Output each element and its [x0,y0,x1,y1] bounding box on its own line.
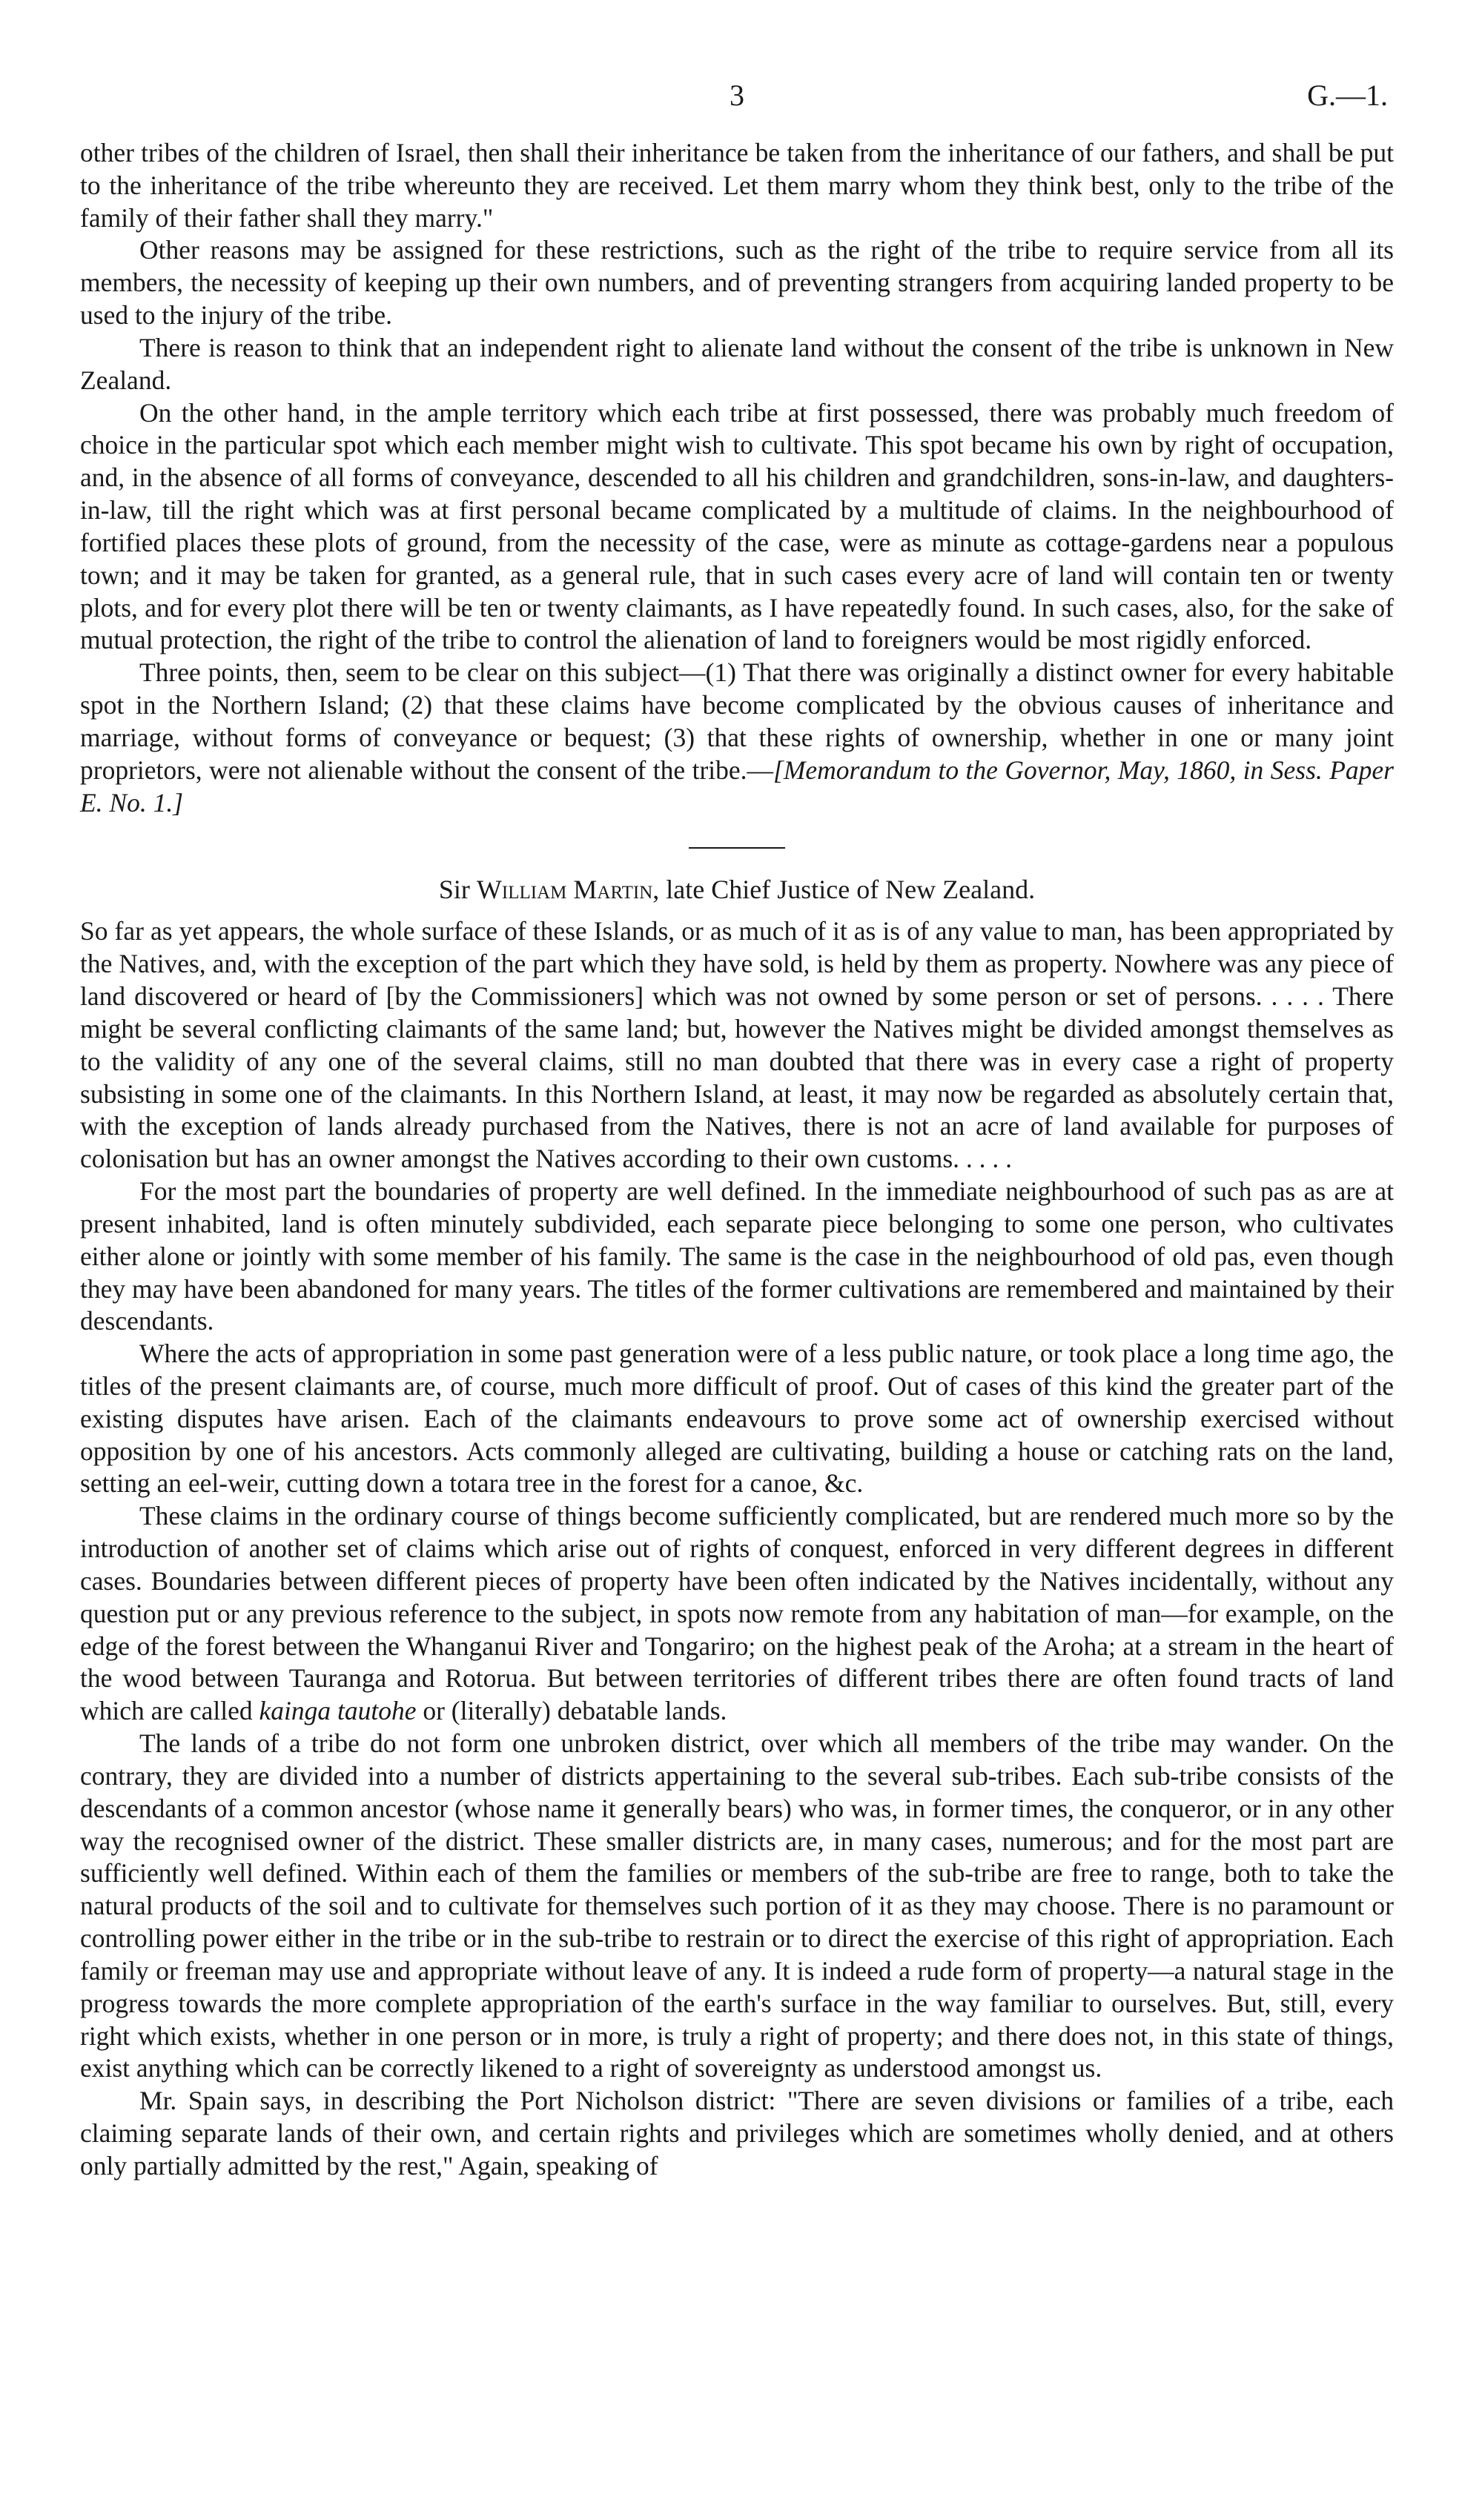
paragraph: So far as yet appears, the whole surface of these Islands, or as much of it as is of any value to man, has been appropriated by the Natives, and, with the exception of the part which they have sold, is held by them as property. Nowhere was any piece of land discovered or heard of [by the Commissioners] which was not owned by some person or set of persons. . . . . There might be several conflicting claimants of the same land; but, however the Natives might be divided amongst themselves as to the validity of any one of the several claims, still no man doubted that there was in every case a right of property subsisting in some one of the claimants. In this Northern Island, at least, it may now be regarded as absolutely certain that, with the exception of lands already purchased from the Natives, there is not an acre of land available for purposes of colonisation but has an owner amongst the Natives according to their own customs. . . . . [80,916,1394,1174]
paragraph-kainga-tautohe [80,1500,1394,1728]
page-header [80,78,1394,137]
memorandum-citation: [Memorandum to the Governor, May, 1860, in Sess. Paper E. No. 1.] [80,755,1394,818]
page-number: 3 [730,79,744,112]
maori-term: kainga tautohe [259,1696,417,1726]
heading-suffix: , late Chief Justice of New Zealand. [652,875,1036,905]
series-reference: G.—1. [1307,79,1388,112]
paragraph: The lands of a tribe do not form one unbroken district, over which all members of the tribe may wander. On the contrary, they are divided into a number of districts appertaining to the several sub-tribes. Each sub-tribe consists of the descendants of a common ancestor (whose name it generally bears) who was, in former times, the conqueror, or in any other way the recognised owner of the district. These smaller districts are, in many cases, numerous; and for the most part are sufficiently well defined. Within each of them the families or members of the sub-tribe are free to range, both to take the natural products of the soil and to cultivate for themselves such portion of it as they may choose. There is no paramount or controlling power either in the tribe or in the sub-tribe to restrain or to direct the exercise of this right of appropriation. Each family or freeman may use and appropriate without leave of any. It is indeed a rude form of property—a natural stage in the progress towards the more complete appropriation of the earth's surface in the way familiar to ourselves. But, still, every right which exists, whether in one person or in more, is truly a right of property; and there does not, in this state of things, exist anything which can be correctly likened to a right of sovereignty as understood amongst us. [80,1728,1394,2083]
paragraph-three-points [80,657,1394,819]
paragraph: Other reasons may be assigned for these restrictions, such as the right of the tribe to require service from all its members, the necessity of keeping up their own numbers, and of preventing strangers from acquiring landed property to be used to the injury of the tribe. [80,235,1394,331]
heading-author-name: William Martin [476,875,653,905]
section-memorandum [80,137,1394,819]
paragraph: other tribes of the children of Israel, then shall their inheritance be taken from the inheritance of our fathers, and shall be put to the inheritance of the tribe whereunto they are received. Let them marry whom they think best, only to the tribe of the family of their father shall they marry." [80,138,1394,233]
paragraph-text: or (literally) debatable lands. [416,1696,727,1726]
paragraph: On the other hand, in the ample territory which each tribe at first possessed, there was probably much freedom of choice in the particular spot which each member might wish to cultivate. This spot became his own by right of occupation, and, in the absence of all forms of conveyance, descended to all his children and grandchildren, sons-in-law, and daughters-in-law, till the right which was at first personal became complicated by a multitude of claims. In the neighbourhood of fortified places these plots of ground, from the necessity of the case, were as minute as cottage-gardens near a populous town; and it may be taken for granted, as a general rule, that in such cases every acre of land will contain ten or twenty plots, and for every plot there will be ten or twenty claimants, as I have repeatedly found. In such cases, also, for the sake of mutual protection, the right of the tribe to control the alienation of land to foreigners would be most rigidly enforced. [80,397,1394,655]
paragraph: Where the acts of appropriation in some past generation were of a less public nature, or took place a long time ago, the titles of the present claimants are, of course, much more difficult of proof. Out of cases of this kind the greater part of the existing disputes have arisen. Each of the claimants endeavours to prove some act of ownership exercised without opposition by one of his ancestors. Acts commonly alleged are cultivating, building a house or catching rats on the land, setting an eel-weir, cutting down a totara tree in the forest for a canoe, &c. [80,1339,1394,1499]
paragraph: There is reason to think that an independent right to alienate land without the consent of the tribe is unknown in New Zealand. [80,332,1394,395]
document-page [80,78,1394,2183]
paragraph: For the most part the boundaries of property are well defined. In the immediate neighbourhood of such pas as are at present inhabited, land is often minutely subdivided, each separate piece belonging to some one person, who cultivates either alone or jointly with some member of his family. The same is the case in the neighbourhood of old pas, even though they may have been abandoned for many years. The titles of the former cultivations are remembered and maintained by their descendants. [80,1176,1394,1336]
section-heading [80,874,1394,905]
heading-prefix: Sir [438,875,477,905]
paragraph: Mr. Spain says, in describing the Port Nicholson district: "There are seven divisions or families of a tribe, each claiming separate lands of their own, and certain rights and privileges which are sometimes wholly denied, and at others only partially admitted by the rest," Again, speaking of [80,2086,1394,2181]
section-martin [80,874,1394,2182]
paragraph-text: Three points, then, seem to be clear on this subject—(1) That there was originally a distinct owner for every habitable spot in the Northern Island; (2) that these claims have become complicated by the obvious causes of inheritance and marriage, without forms of conveyance or bequest; (3) that these rights of ownership, whether in one or many joint proprietors, were not alienable without the consent of the tribe.— [80,657,1394,785]
section-divider [689,847,785,849]
paragraph-text: These claims in the ordinary course of things become sufficiently complicated, but are rendered much more so by the introduction of another set of claims which arise out of rights of conquest, enforced in very different degrees in different cases. Boundaries between different pieces of property have been often indicated by the Natives incidentally, without any question put or any previous reference to the subject, in spots now remote from any habitation of man—for example, on the edge of the forest between the Whanganui River and Tongariro; on the highest peak of the Aroha; at a stream in the heart of the wood between Tauranga and Rotorua. But between territories of different tribes there are often found tracts of land which are called [80,1501,1394,1726]
